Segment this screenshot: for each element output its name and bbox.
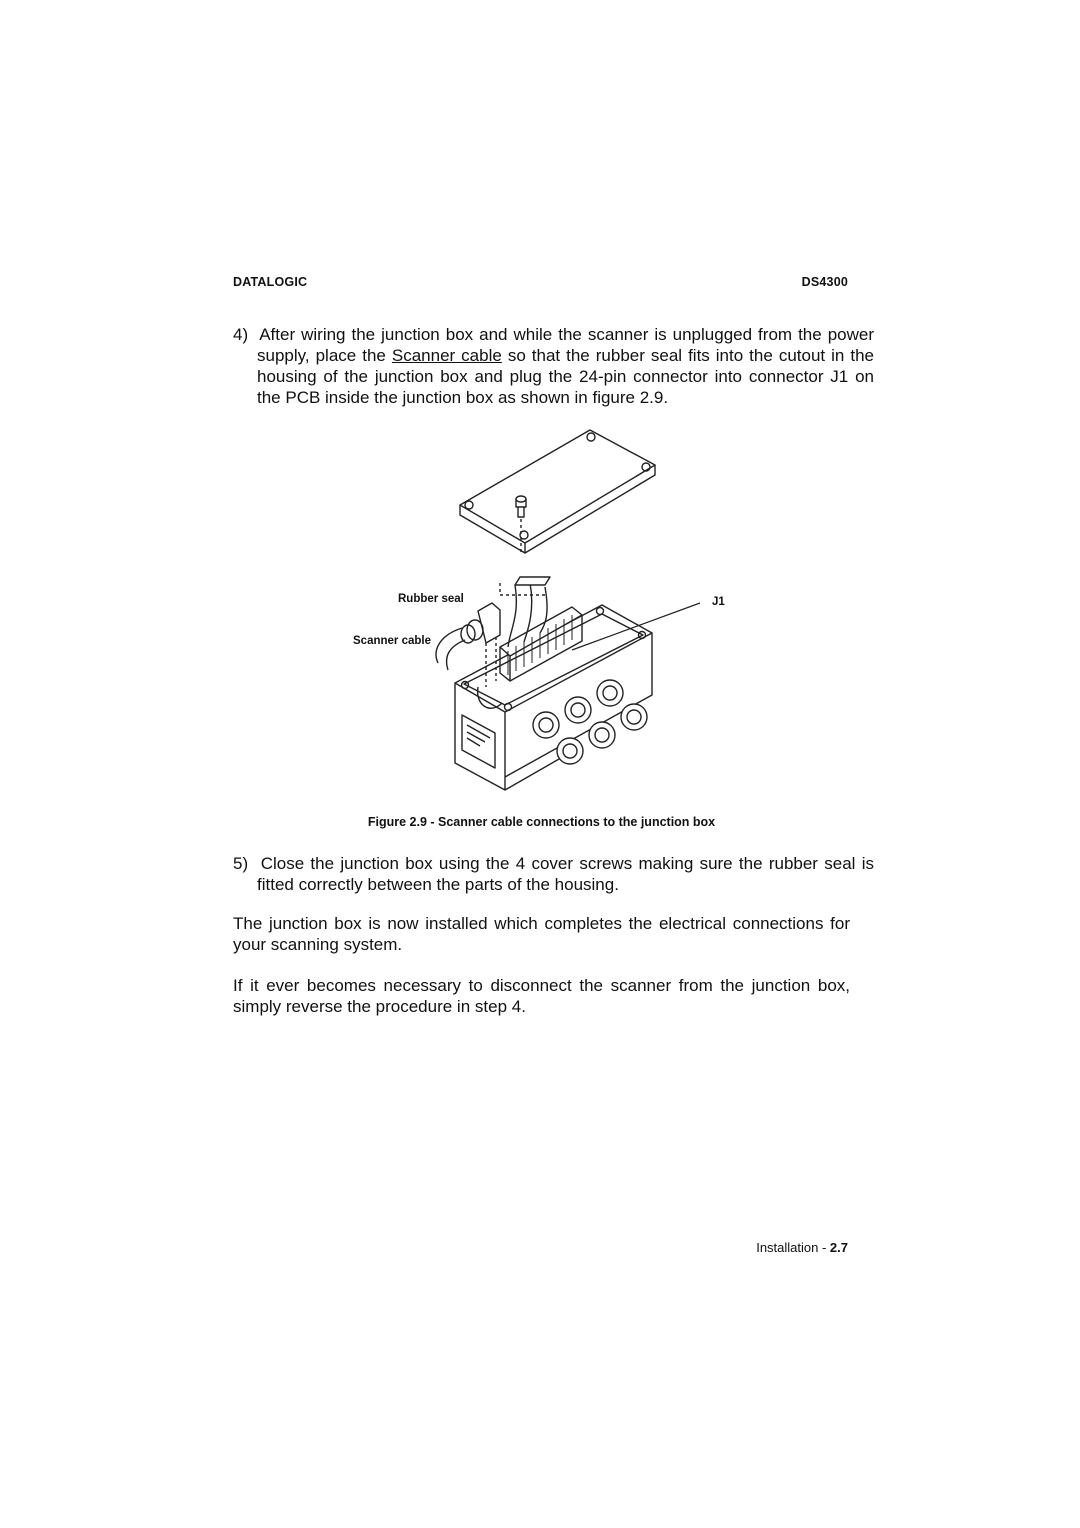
cover-plate bbox=[460, 430, 655, 553]
rubber-seal-label: Rubber seal bbox=[398, 593, 464, 605]
rubber-seal bbox=[461, 603, 500, 643]
scanner-cable-label: Scanner cable bbox=[353, 635, 431, 647]
page-number: 2.7 bbox=[829, 1240, 848, 1255]
step-4-text-before: After wiring the junction box and while the scanner is unplugged from the power supply, place the bbox=[257, 325, 874, 365]
header-brand: DATALOGIC bbox=[233, 275, 308, 289]
step-4-text-after: so that the rubber seal fits into the cutout in the housing of the junction box and plug the 24-pin connector into connector J1 on the PCB inside the junction box as shown in figure 2.9. bbox=[257, 346, 874, 407]
header-model: DS4300 bbox=[801, 275, 848, 289]
disconnect-paragraph: If it ever becomes necessary to disconnect the scanner from the junction box, simply reverse the procedure in step 4. bbox=[233, 976, 850, 1016]
step-5-number: 5) bbox=[233, 854, 249, 873]
figure-caption: Figure 2.9 - Scanner cable connections to the junction box bbox=[367, 815, 716, 829]
junction-box-illustration bbox=[340, 425, 740, 800]
installed-paragraph: The junction box is now installed which completes the electrical connections for your scanning system. bbox=[233, 914, 850, 954]
footer-section: Installation - bbox=[756, 1240, 830, 1255]
step-5-paragraph bbox=[233, 853, 874, 895]
j1-label: J1 bbox=[712, 596, 725, 608]
step-4-number: 4) bbox=[233, 325, 249, 344]
step-4-paragraph bbox=[233, 324, 874, 408]
scanner-cable-link[interactable]: Scanner cable bbox=[391, 346, 502, 365]
page-footer bbox=[756, 1240, 848, 1255]
step-5-text: Close the junction box using the 4 cover screws making sure the rubber seal is fitted correctly between the parts of the housing. bbox=[257, 854, 874, 894]
